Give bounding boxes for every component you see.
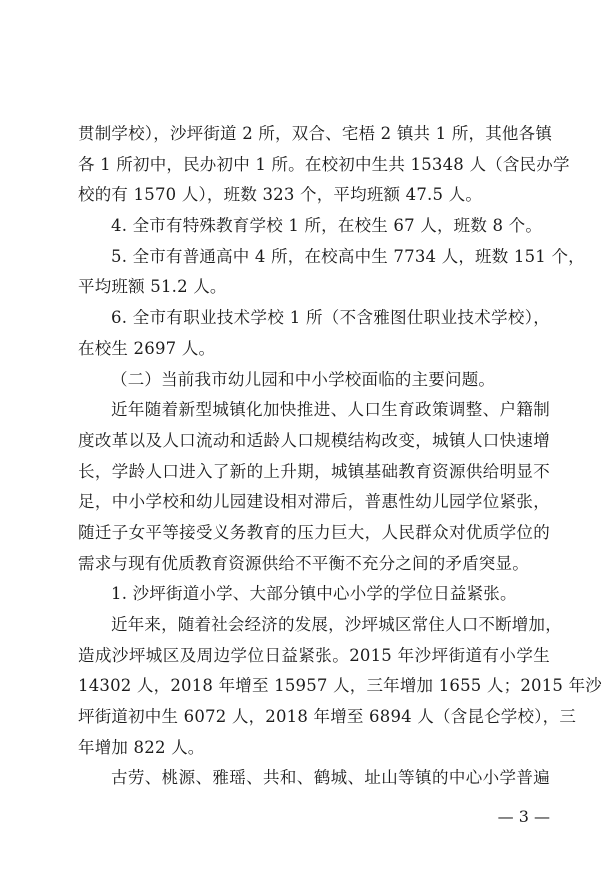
text-line-content: 近年来，随着社会经济的发展，沙坪城区常住人口不断增加， [111,615,562,634]
text-line [78,211,550,242]
text-line [78,457,550,488]
text-line [78,150,570,181]
text-line [78,518,550,549]
text-line-content: 长，学龄人口进入了新的上升期，城镇基础教育资源供给明显不 [78,461,550,481]
text-line [78,487,550,518]
text-line [78,549,550,580]
text-line [78,671,602,702]
text-line-content: 6. 全市有职业技术学校 1 所（不含雅图仕职业技术学校）， [111,308,550,328]
text-line [78,272,550,303]
text-line-content: 随迁子女平等接受义务教育的压力巨大，人民群众对优质学位的 [78,522,550,542]
text-line [78,426,550,457]
text-line-content: 坪街道初中生 6072 人，2018 年增至 6894 人（含昆仑学校），三 [78,707,577,727]
text-line-content: 4. 全市有特殊教育学校 1 所，在校生 67 人，班数 8 个。 [111,216,543,236]
text-line-content: 平均班额 51.2 人。 [78,277,227,297]
text-line-content: 5. 全市有普通高中 4 所，在校高中生 7734 人，班数 151 个， [111,246,585,266]
text-line [78,242,585,273]
text-line-content: 度改革以及人口流动和适龄人口规模结构改变，城镇人口快速增 [78,430,550,450]
text-line-content: 造成沙坪城区及周边学位日益紧张。2015 年沙坪街道有小学生 [78,645,550,665]
body-text [78,119,602,794]
page-number: — 3 — [497,807,550,826]
text-line-content: 14302 人，2018 年增至 15957 人，三年增加 1655 人；2015 年沙 [78,676,602,696]
text-line [78,395,550,426]
text-line [78,303,550,334]
text-line [78,702,577,733]
text-line [78,119,553,150]
text-line [78,365,550,396]
text-line-content: 古劳、桃源、雅瑶、共和、鹤城、址山等镇的中心小学普遍 [111,768,550,788]
text-line [78,733,550,764]
text-line-content: 各 1 所初中，民办初中 1 所。在校初中生共 15348 人（含民办学 [78,154,570,174]
text-line [78,610,562,641]
text-line-content: （二）当前我市幼儿园和中小学校面临的主要问题。 [111,369,496,389]
text-line [78,641,550,672]
text-line [78,763,550,794]
text-line-content: 足，中小学校和幼儿园建设相对滞后，普惠性幼儿园学位紧张， [78,492,550,512]
text-line [78,579,550,610]
text-line-content: 需求与现有优质教育资源供给不平衡不充分之间的矛盾突显。 [78,553,529,573]
text-line-content: 近年随着新型城镇化加快推进、人口生育政策调整、户籍制 [111,400,550,420]
text-line-content: 1. 沙坪街道小学、大部分镇中心小学的学位日益紧张。 [111,584,517,604]
text-line [78,334,550,365]
text-line-content: 在校生 2697 人。 [78,338,216,358]
text-line-content: 贯制学校），沙坪街道 2 所，双合、宅梧 2 镇共 1 所，其他各镇 [78,124,553,143]
text-line [78,180,550,211]
text-line-content: 校的有 1570 人），班数 323 个，平均班额 47.5 人。 [78,185,483,205]
text-line-content: 年增加 822 人。 [78,737,205,757]
